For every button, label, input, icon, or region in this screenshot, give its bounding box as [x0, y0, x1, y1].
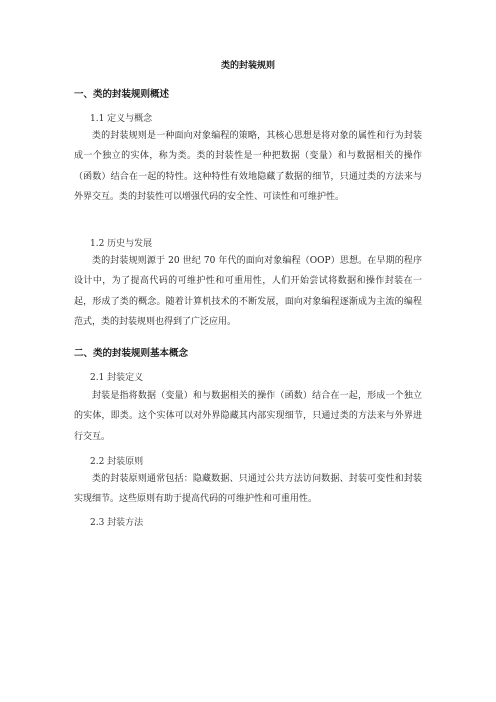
- subsection-heading-2-3: 2.3 封装方法: [90, 518, 144, 528]
- document-title: 类的封装规则: [220, 61, 275, 71]
- subsection-heading-2-1: 2.1 封装定义: [90, 373, 144, 383]
- paragraph-2-1: 封装是指将数据（变量）和与数据相关的操作（函数）结合在一起，形成一个独立的实体，即类。这个实体可以对外界隐藏其内部实现细节，只通过类的方法来与外界进行交互。: [74, 391, 422, 442]
- subsection-heading-1-1: 1.1 定义与概念: [90, 114, 153, 124]
- section-heading-1: 一、类的封装规则概述: [74, 89, 170, 100]
- section-heading-2: 二、类的封装规则基本概念: [74, 348, 189, 359]
- paragraph-2-2: 类的封装原则通常包括：隐藏数据、只通过公共方法访问数据、封装可变性和封装实现细节。这些原则有助于提高代码的可维护性和可重用性。: [74, 474, 422, 505]
- paragraph-1-2: 类的封装规则源于 20 世纪 70 年代的面向对象编程（OOP）思想。在早期的程序设计中，为了提高代码的可维护性和可重用性，人们开始尝试将数据和操作封装在一起，形成了类的概念。随着计算机技术的不断发展，面向对象编程逐渐成为主流的编程范式，类的封装规则也得到了广泛应用。: [74, 256, 422, 328]
- paragraph-1-1: 类的封装规则是一种面向对象编程的策略，其核心思想是将对象的属性和行为封装成一个独立的实体，称为类。类的封装性是一种把数据（变量）和与数据相关的操作（函数）结合在一起的特性。这种特性有效地隐藏了数据的细节，只通过类的方法来与外界交互。类的封装性可以增强代码的安全性、可读性和可维护性。: [74, 131, 422, 203]
- subsection-heading-1-2: 1.2 历史与发展: [90, 239, 153, 249]
- subsection-heading-2-2: 2.2 封装原则: [90, 457, 144, 467]
